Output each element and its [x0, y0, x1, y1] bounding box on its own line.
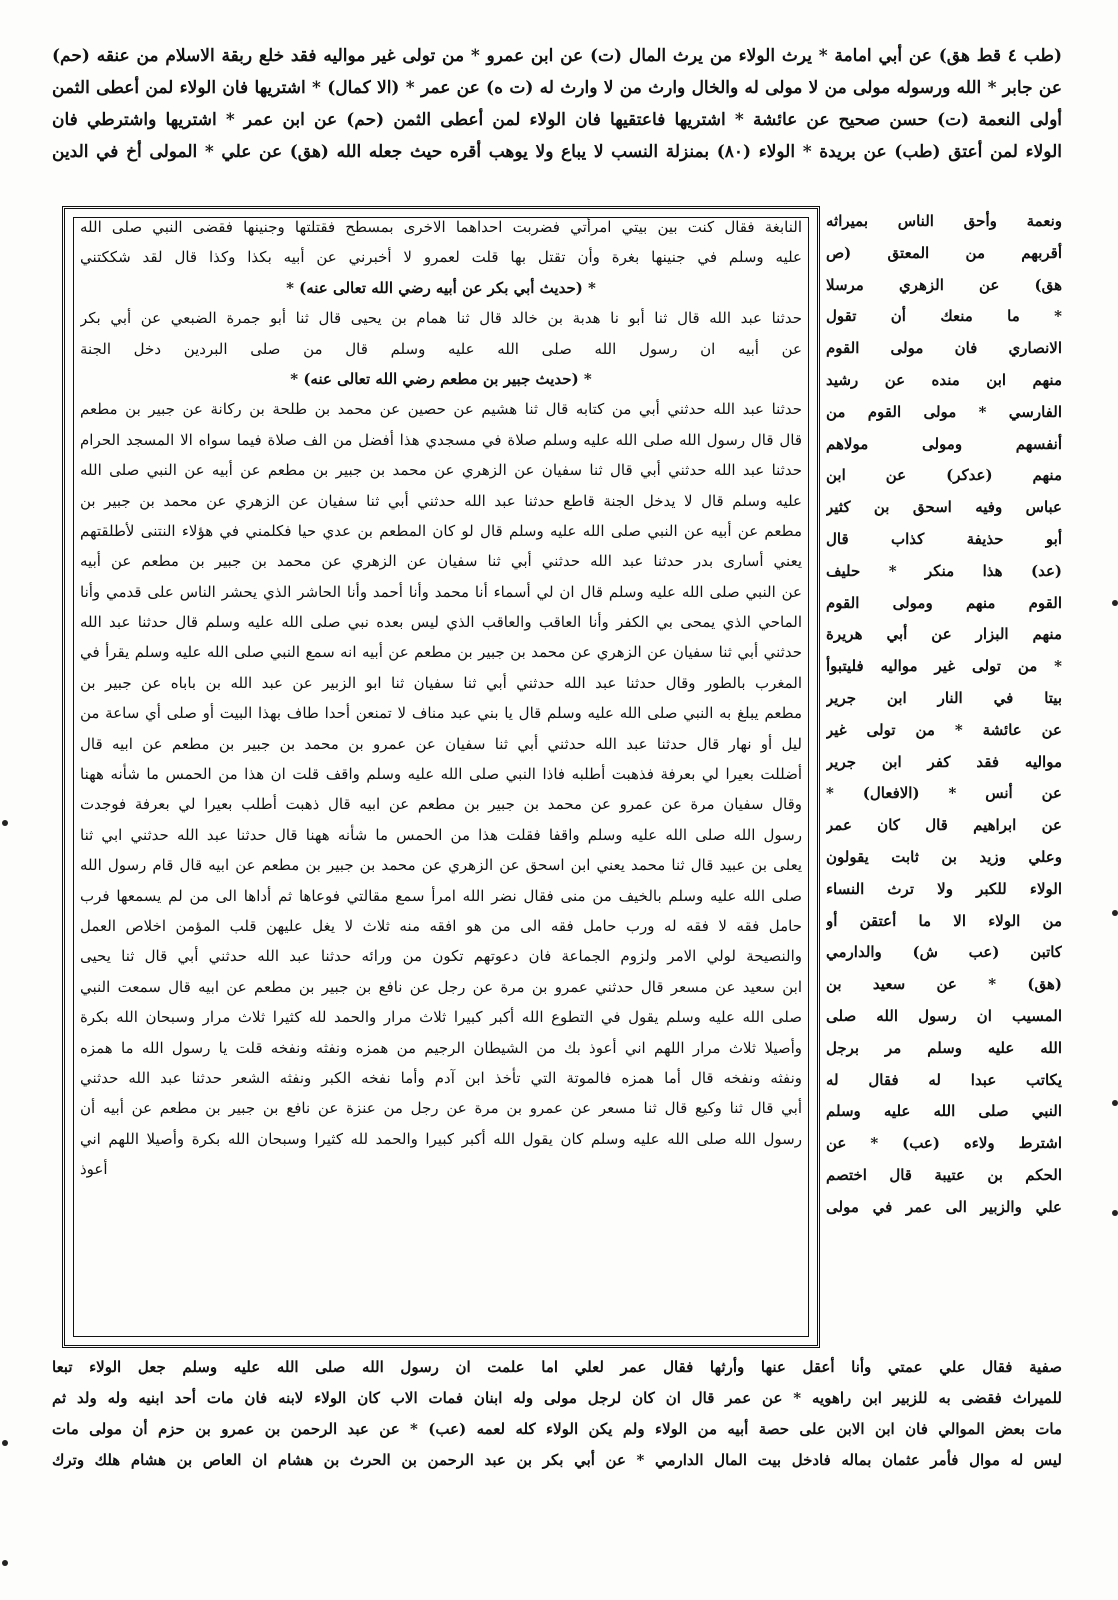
hadith-line: رسول الله صلى الله عليه وسلم كان يقول الله أكبر كبيرا والحمد لله كثيرا وسبحان الله بكرة وأصيلا اللهم اني — [80, 1129, 802, 1148]
hadith-line: رسول الله صلى الله عليه وسلم واقفا فقلت هذا من الحمس ما شأنه ههنا قال حدثنا عبد الله حدثني ابي ثنا — [80, 825, 802, 844]
bottom-margin-text — [52, 1352, 1062, 1476]
side-line: عن ابراهيم قال كان عمر — [826, 816, 1062, 835]
hadith-line: المغرب بالطور وقال حدثنا عبد الله حدثني أبي ثنا سفيان ثنا ابو الزبير عن عبد الله بن باباه عن جبير بن — [80, 673, 802, 692]
side-line: (هق) * عن سعيد بن — [826, 975, 1062, 994]
side-line: الولاء للكبر ولا ترث النساء — [826, 879, 1062, 898]
side-line: ونعمة وأحق الناس بميراثه — [826, 212, 1062, 230]
side-line: القوم منهم ومولى القوم — [826, 593, 1062, 612]
scan-edge-mark — [2, 1560, 8, 1566]
side-line: عباس وفيه اسحق بن كثير — [826, 498, 1062, 517]
hadith-line: يعلى بن عبيد قال ثنا محمد يعني ابن اسحق عن الزهري عن محمد بن جبير بن مطعم عن ابيه قال قام رسول الله — [80, 856, 802, 875]
top-margin-text — [52, 40, 1062, 168]
hadith-line: حدثنا عبد الله حدثني أبي من كتابه قال ثنا هشيم عن حصين عن محمد بن طلحة بن ركانة عن جبير بن مطعم — [80, 400, 802, 419]
section-heading: * (حديث أبي بكر عن أبيه رضي الله تعالى عنه) * — [286, 278, 596, 297]
hadith-line: مطعم يبلغ به النبي صلى الله عليه وسلم قال يا بني عبد مناف لا تمنعن أحدا طاف بهذا البيت أو صلى أي ساعة من — [80, 704, 802, 723]
bottom-line: صفية فقال علي عمتي وأنا أعقل عنها وأرثها فقال عمر لعلي اما علمت ان رسول الله صلى الله عليه وسلم جعل الولاء تبعا — [52, 1358, 1062, 1376]
side-line: النبي صلى الله عليه وسلم — [826, 1102, 1062, 1121]
hadith-line: ونفثه ونفخه قال أما همزه فالموتة التي تأخذ ابن آدم وأما نفخه الكبر ونفثه الشعر حدثنا عبد الله حدثني — [80, 1068, 802, 1087]
hadith-line: مطعم عن أبيه عن النبي صلى الله عليه وسلم قال لو كان المطعم بن عدي حيا فكلمني في هؤلاء النتنى لأطلقتهم — [80, 521, 802, 540]
hadith-line: عليه وسلم في جنينها بغرة وأن تقتل بها قلت لعمرو لا أخبرني عن أبيه بكذا وكذا قال لقد شككتني — [80, 248, 802, 267]
hadith-line: أبي قال ثنا وكيع قال ثنا مسعر عن عمرو بن مرة عن رجل من عنزة عن نافع بن جبير بن مطعم عن أبيه أن — [80, 1099, 802, 1118]
side-line: المسيب ان رسول الله صلى — [826, 1006, 1062, 1025]
hadith-line: عن النبي صلى الله عليه وسلم قال ان لي أسماء أنا محمد وأنا أحمد وأنا الحاشر الذي يحشر الناس على قدمي وأنا — [80, 582, 802, 601]
side-line: هق) عن الزهري مرسلا — [826, 275, 1062, 294]
side-line: عن أنس * (الافعال) * — [826, 784, 1062, 803]
side-line: اشترط ولاءه (عب) * عن — [826, 1134, 1062, 1153]
hadith-line: والنصيحة لولي الامر ولزوم الجماعة فان دعوتهم تكون من ورائه حدثنا عبد الله حدثني أبي قال ثنا يحيى — [80, 947, 802, 966]
hadith-line: حدثني أبي ثنا سفيان عن الزهري عن محمد بن جبير بن مطعم عن أبيه انه سمع النبي صلى الله عليه وسلم يقرأ في — [80, 643, 802, 662]
hadith-line: وقال سفيان مرة عن عمرو عن محمد بن جبير بن مطعم عن ابيه قال ذهبت أطلب بعيرا لي بعرفة فوجدت — [80, 795, 802, 814]
bottom-line: ليس له موال فأمر عثمان بماله فادخل بيت المال الدارمي * عن أبي بكر بن عبد الرحمن بن الحرث بن هشام ان العاص بن هشام هلك وترك — [52, 1451, 1062, 1469]
hadith-line: حامل فقه لا فقه له ورب حامل فقه الى من هو افقه منه ثلاث لا يغل عليهن قلب المؤمن اخلاص العمل — [80, 916, 802, 935]
section-heading: * (حديث جبير بن مطعم رضي الله تعالى عنه) * — [290, 369, 592, 388]
side-line: وعلي وزيد بن ثابت يقولون — [826, 847, 1062, 866]
side-line: عن عائشة * من تولى غير — [826, 720, 1062, 739]
scan-edge-mark — [1112, 1100, 1118, 1106]
top-line: أولى النعمة (ت) حسن صحيح عن عائشة * اشتريها فاعتقيها فان الولاء لمن أعطى الثمن (حم) عن ابن عمر * اشتريها واشترطي فان — [52, 110, 1062, 130]
side-line: * ما منعك أن تقول — [826, 307, 1062, 326]
side-line: منهم (عدكر) عن ابن — [826, 466, 1062, 485]
side-line: بيتا في النار ابن جرير — [826, 688, 1062, 707]
scan-edge-mark — [2, 1440, 8, 1446]
hadith-line: حدثنا عبد الله حدثني أبي قال ثنا سفيان عن الزهري عن محمد بن جبير بن مطعم عن أبيه عن النبي صلى الله — [80, 461, 802, 480]
hadith-line: صلى الله عليه وسلم بالخيف من منى فقال نضر الله امرأ سمع مقالتي فوعاها ثم أداها الى من لم يسمعها فرب — [80, 886, 802, 905]
side-line: أقربهم من المعتق (ص — [826, 243, 1062, 262]
side-margin-text — [826, 206, 1062, 1224]
side-line: * من تولى غير مواليه فليتبوأ — [826, 657, 1062, 676]
side-line: يكاتب عبدا له فقال له — [826, 1070, 1062, 1089]
side-line: أبو حذيفة كذاب قال — [826, 529, 1062, 548]
hadith-line: قال قال رسول الله صلى الله عليه وسلم صلاة في مسجدي هذا أفضل من الف صلاة فيما سواه الا المسجد الحرام — [80, 430, 802, 449]
scan-edge-mark — [2, 820, 8, 826]
hadith-line: الماحي الذي يمحى بي الكفر وأنا العاقب والعاقب الذي ليس بعده نبي صلى الله عليه وسلم قال حدثنا عبد الله — [80, 613, 802, 632]
side-line: منهم البزار عن أبي هريرة — [826, 625, 1062, 644]
hadith-line: النابغة فقال كنت بين بيتي امرأتي فضربت احداهما الاخرى بمسطح فقتلتها وجنينها فقضى النبي صلى الله — [80, 218, 802, 236]
hadith-line: صلى الله عليه وسلم يقول في التطوع الله أكبر كبيرا ثلاث مرار والحمد لله كثيرا ثلاث مرار وسبحان الله بكرة — [80, 1008, 802, 1027]
bottom-line: مات بعض الموالي فان ابن الابن على حصة أبيه من الولاء ولم يكن الولاء كله لعمه (عب) * عن عبد الرحمن بن عمرو بن حزم أن مولى مات — [52, 1420, 1062, 1438]
scan-edge-mark — [1112, 910, 1118, 916]
bottom-line: للميراث فقضى به للزبير ابن راهويه * عن عمر قال ان كان لرجل مولى وله ابنان فمات الاب كان الولاء لابنه فان مات أحد ابنيه وله ولد ثم — [52, 1389, 1062, 1407]
side-line: من الولاء الا ما أعتقن أو — [826, 911, 1062, 930]
side-line: (عد) هذا منكر * حليف — [826, 561, 1062, 580]
hadith-line: يعني أسارى بدر حدثنا عبد الله حدثني أبي ثنا سفيان عن الزهري عن محمد بن جبير بن مطعم عن أبيه — [80, 552, 802, 571]
top-line: الولاء لمن أعتق (طب) عن بريدة * الولاء (٨٠) بمنزلة النسب لا يباع ولا يوهب أقره حيث جعله الله (هق) عن علي * المولى أخ في الدين — [52, 142, 1062, 162]
hadith-line: ابن سعيد عن مسعر قال حدثني عمرو بن مرة عن رجل عن نافع بن جبير بن مطعم عن ابيه قال سمعت النبي — [80, 977, 802, 996]
hadith-line: عن أبيه ان رسول الله صلى الله عليه وسلم قال من صلى البردين دخل الجنة — [80, 339, 802, 358]
hadith-line: عليه وسلم قال لا يدخل الجنة قاطع حدثنا عبد الله حدثني أبي ثنا سفيان عن الزهري عن محمد بن جبير بن — [80, 491, 802, 510]
side-line: منهم ابن منده عن رشيد — [826, 370, 1062, 389]
hadith-line: وأصيلا ثلاث مرار اللهم اني أعوذ بك من الشيطان الرجيم من همزه ونفثه ونفخه قلت يا رسول الله ما همزه — [80, 1038, 802, 1057]
main-text-body — [80, 212, 802, 1185]
side-line: أنفسهم ومولى مولاهم — [826, 434, 1062, 453]
top-line: عن جابر * الله ورسوله مولى من لا مولى له والخال وارث من لا وارث له (ت ه) عن عمر * (الا كمال) * اشتريها فان الولاء لمن أعطى الثمن — [52, 78, 1062, 98]
side-line: علي والزبير الى عمر في مولى — [826, 1197, 1062, 1216]
side-line: مواليه فقد كفر ابن جرير — [826, 752, 1062, 771]
side-line: الحكم بن عتيبة قال اختصم — [826, 1165, 1062, 1184]
side-line: الله عليه وسلم مر برجل — [826, 1038, 1062, 1057]
side-line: الانصاري فان مولى القوم — [826, 339, 1062, 358]
top-line: (طب ٤ قط هق) عن أبي امامة * يرث الولاء من يرث المال (ت) عن ابن عمرو * من تولى غير مواليه فقد خلع ربقة الاسلام من عنقه (حم) — [52, 46, 1062, 66]
side-line: الفارسي * مولى القوم من — [826, 402, 1062, 421]
hadith-line: ليل أو نهار قال حدثنا عبد الله حدثني أبي ثنا سفيان عن عمرو بن محمد بن جبير بن مطعم عن ابيه قال — [80, 734, 802, 753]
scan-edge-mark — [1112, 600, 1118, 606]
hadith-line: حدثنا عبد الله قال ثنا أبو نا هدبة بن خالد قال ثنا همام بن يحيى قال ثنا أبو جمرة الضبعي عن أبي بكر — [80, 309, 802, 328]
hadith-line: أعوذ — [80, 1160, 108, 1179]
hadith-line: أضللت بعيرا لي بعرفة فذهبت أطلبه فاذا النبي صلى الله عليه وسلم واقف قلت ان هذا من الحمس ما شأنه ههنا — [80, 765, 802, 784]
side-line: كاتبن (عب ش) والدارمي — [826, 943, 1062, 962]
scan-edge-mark — [1112, 1210, 1118, 1216]
